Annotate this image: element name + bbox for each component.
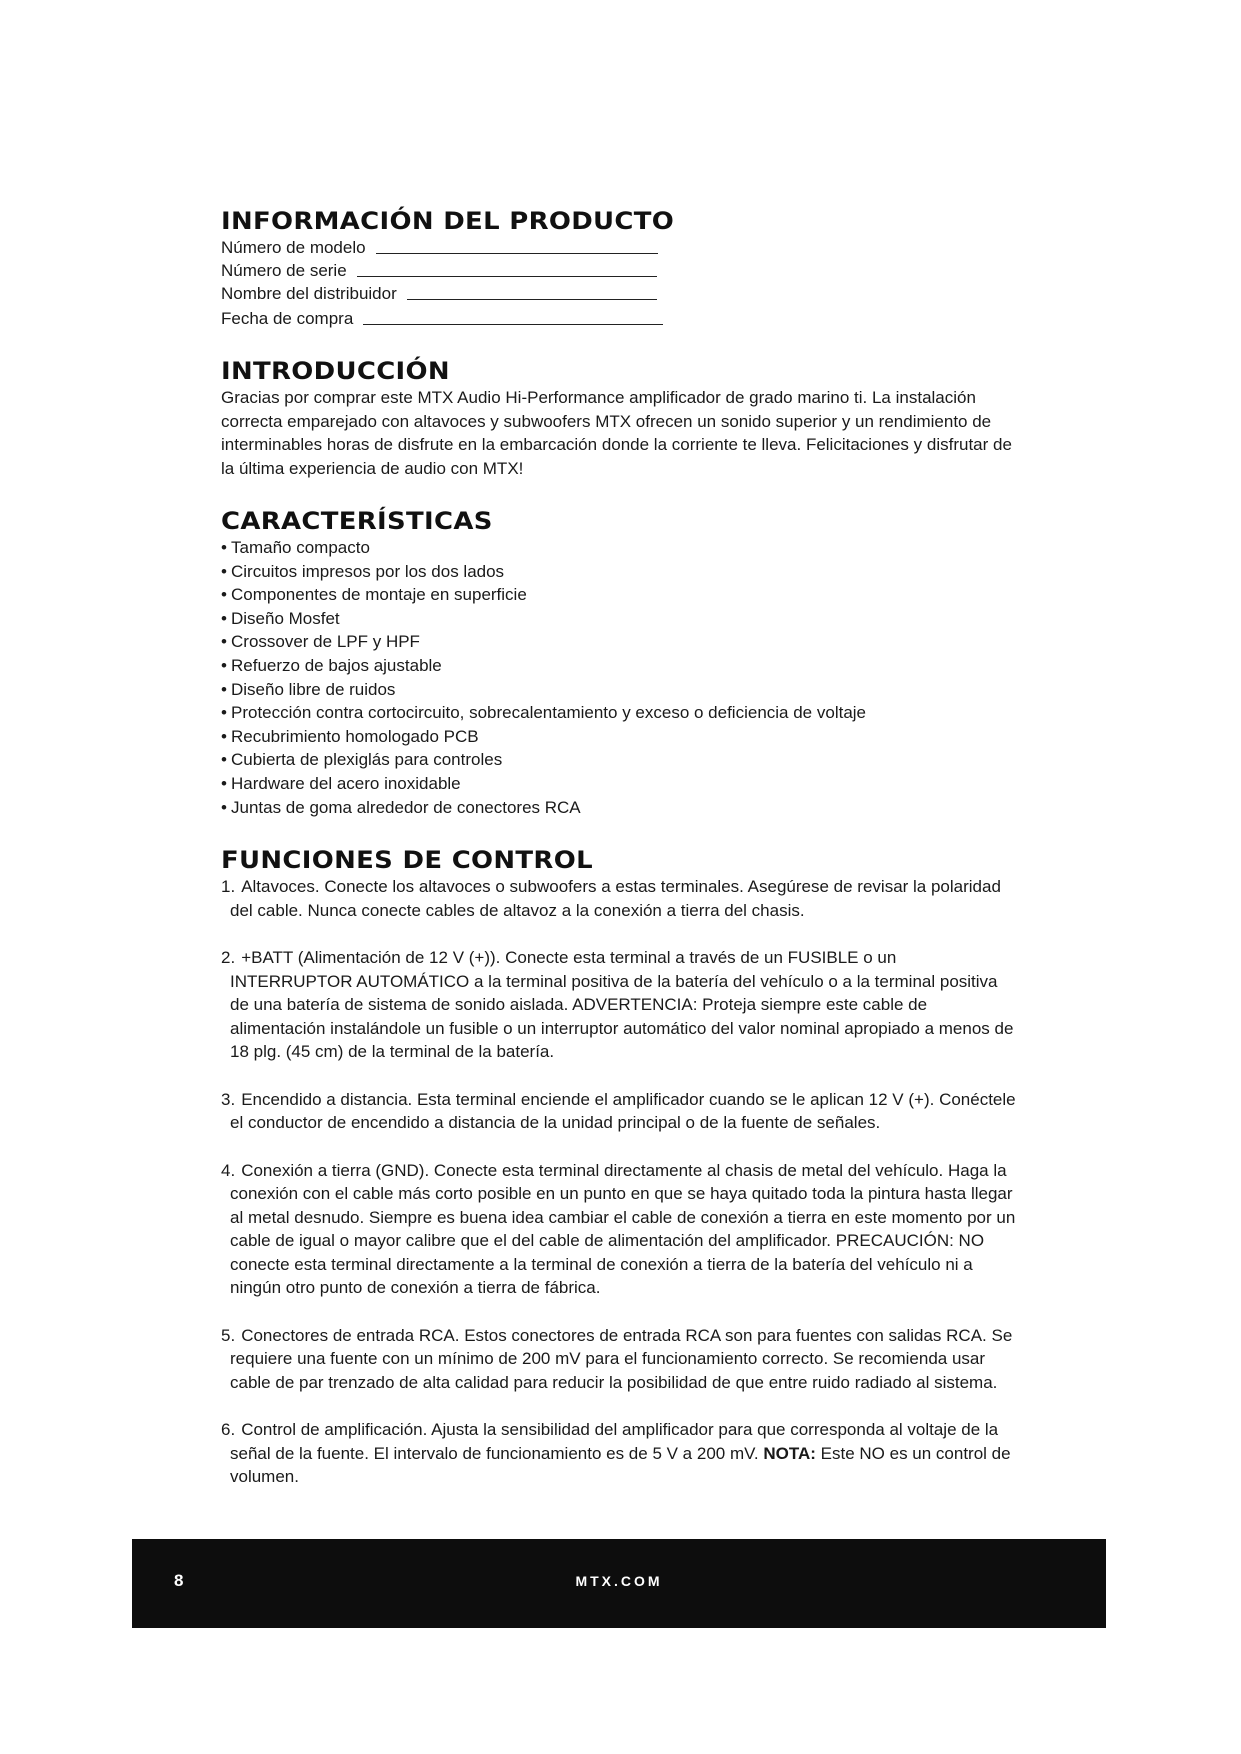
feature-text: Componentes de montaje en superficie xyxy=(231,585,527,605)
item-number: 5. xyxy=(221,1325,236,1345)
blank-line xyxy=(363,324,663,325)
item-text: Control de amplificación. Ajusta la sensibilidad del amplificador para que corresponda al voltaje de la señal de la fuente. El intervalo de funcionamiento es de 5 V a 200 mV. xyxy=(230,1420,999,1463)
field-label: Nombre del distribuidor xyxy=(221,284,397,303)
feature-text: Crossover de LPF y HPF xyxy=(231,632,420,652)
item-text: Altavoces. Conecte los altavoces o subwoofers a estas terminales. Asegúrese de revisar la polaridad del cable. Nunca conecte cables de altavoz a la conexión a tierra del chasis. xyxy=(230,877,1001,920)
feature-text: Diseño libre de ruidos xyxy=(231,679,396,699)
control-function-item xyxy=(221,1088,1021,1135)
model-number-field xyxy=(221,236,1021,259)
bullet-icon: • xyxy=(221,538,227,557)
product-info-heading: INFORMACIÓN DEL PRODUCTO xyxy=(221,207,675,235)
footer-website: MTX.COM xyxy=(575,1573,663,1589)
introduction-heading: INTRODUCCIÓN xyxy=(221,357,450,385)
feature-item xyxy=(221,748,1021,772)
feature-text: Diseño Mosfet xyxy=(231,608,340,628)
field-label: Número de serie xyxy=(221,261,347,280)
introduction-text: Gracias por comprar este MTX Audio Hi-Performance amplificador de grado marino ti. La instalación correcta emparejado con altavoces y subwoofers MTX ofrecen un sonido superior y un rendimiento de interminables horas de disfrute en la embarcación donde la corriente te lleva. Felicitaciones y disfrutar de la última experiencia de audio con MTX! xyxy=(221,388,1012,478)
product-info-section xyxy=(221,206,1021,330)
purchase-date-field xyxy=(221,307,1021,330)
feature-item xyxy=(221,654,1021,678)
item-text: Encendido a distancia. Esta terminal enciende el amplificador cuando se le aplican 12 V (+). Conéctele el conductor de encendido a distancia de la unidad principal o de la fuente de señales. xyxy=(230,1089,1016,1133)
item-text: +BATT (Alimentación de 12 V (+)). Conecte esta terminal a través de un FUSIBLE o un INTERRUPTOR AUTOMÁTICO a la terminal positiva de la batería del vehículo o a la terminal positiva de una batería de sistema de sonido aislada. ADVERTENCIA: Proteja siempre este cable de alimentación instalándole un fusible o un interruptor automático del valor nominal apropiado a menos de 18 plg. (45 cm) de la terminal de la batería. xyxy=(230,948,1014,1062)
features-list xyxy=(221,536,1021,819)
bullet-icon: • xyxy=(221,797,227,817)
feature-item xyxy=(221,560,1021,584)
note-label: NOTA: xyxy=(763,1443,816,1463)
features-section xyxy=(221,506,1021,819)
control-function-item xyxy=(221,875,1021,922)
serial-number-field xyxy=(221,259,1021,282)
item-number: 6. xyxy=(221,1420,236,1440)
feature-text: Hardware del acero inoxidable xyxy=(231,773,461,793)
control-function-item xyxy=(221,946,1021,1064)
item-number: 2. xyxy=(221,948,236,968)
bullet-icon: • xyxy=(221,679,227,699)
page-number: 8 xyxy=(174,1571,184,1590)
bullet-icon: • xyxy=(221,655,227,675)
blank-line xyxy=(407,299,657,300)
bullet-icon: • xyxy=(221,608,227,628)
control-functions-heading: FUNCIONES DE CONTROL xyxy=(221,846,593,875)
feature-text: Circuitos impresos por los dos lados xyxy=(231,561,505,581)
blank-line xyxy=(376,253,658,254)
introduction-section xyxy=(221,356,1021,480)
product-info-fields xyxy=(221,236,1021,330)
control-function-item xyxy=(221,1418,1021,1489)
feature-item xyxy=(221,725,1021,749)
item-number: 1. xyxy=(221,877,236,897)
feature-item xyxy=(221,701,1021,725)
bullet-icon: • xyxy=(221,585,227,605)
item-number: 4. xyxy=(221,1160,236,1180)
note-text: Este NO es un control de volumen. xyxy=(230,1443,1011,1487)
feature-item xyxy=(221,536,1021,560)
feature-item xyxy=(221,607,1021,631)
bullet-icon: • xyxy=(221,703,227,723)
item-text: Conexión a tierra (GND). Conecte esta terminal directamente al chasis de metal del vehículo. Haga la conexión con el cable más corto posible en un punto en que se haya quitado toda la pintura hasta llegar al metal desnudo. Siempre es buena idea cambiar el cable de conexión a tierra en este momento por un cable de igual o mayor calibre que el del cable de alimentación del amplificador. PRECAUCIÓN: NO conecte esta terminal directamente a la terminal de conexión a tierra de la batería del vehículo ni a ningún otro punto de conexión a tierra de fábrica. xyxy=(230,1160,1016,1298)
bullet-icon: • xyxy=(221,726,227,746)
bullet-icon: • xyxy=(221,561,227,581)
feature-text: Refuerzo de bajos ajustable xyxy=(231,655,442,675)
feature-item xyxy=(221,583,1021,607)
item-text: Conectores de entrada RCA. Estos conectores de entrada RCA son para fuentes con salidas RCA. Se requiere una fuente con un mínimo de 200 mV para el funcionamiento correcto. Se recomienda usar cable de par trenzado de alta calidad para reducir la posibilidad de que entre ruido radiado al sistema. xyxy=(230,1325,1013,1392)
feature-item xyxy=(221,678,1021,702)
feature-item xyxy=(221,772,1021,796)
feature-item xyxy=(221,796,1021,820)
control-functions-section xyxy=(221,845,1021,1489)
feature-text: Juntas de goma alrededor de conectores RCA xyxy=(231,797,581,817)
feature-text: Tamaño compacto xyxy=(231,538,370,557)
feature-text: Protección contra cortocircuito, sobrecalentamiento y exceso o deficiencia de voltaje xyxy=(231,703,867,723)
control-function-item xyxy=(221,1159,1021,1300)
bullet-icon: • xyxy=(221,632,227,652)
footer-bar xyxy=(132,1539,1106,1628)
feature-text: Cubierta de plexiglás para controles xyxy=(231,750,503,770)
feature-item xyxy=(221,630,1021,654)
features-heading: CARACTERÍSTICAS xyxy=(221,507,493,535)
blank-line xyxy=(357,276,657,277)
control-function-item xyxy=(221,1324,1021,1395)
feature-text: Recubrimiento homologado PCB xyxy=(231,726,479,746)
bullet-icon: • xyxy=(221,773,227,793)
field-label: Fecha de compra xyxy=(221,309,354,328)
page-content xyxy=(221,206,1021,1515)
control-functions-list xyxy=(221,875,1021,1489)
bullet-icon: • xyxy=(221,750,227,770)
field-label: Número de modelo xyxy=(221,238,366,257)
dealer-name-field xyxy=(221,282,1021,305)
item-number: 3. xyxy=(221,1089,236,1109)
